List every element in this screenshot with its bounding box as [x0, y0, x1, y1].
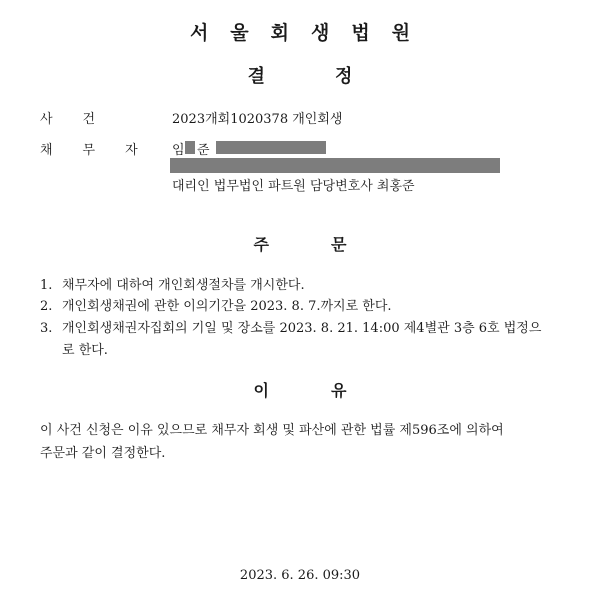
reason-text-line: 주문과 같이 결정한다.: [40, 446, 166, 461]
redaction-block: [216, 141, 326, 154]
order-section-title: 주문: [253, 235, 409, 254]
debtor-name-last: 준: [197, 143, 210, 158]
order-item-number: 3.: [40, 321, 53, 336]
order-item-number: 2.: [40, 299, 53, 314]
order-item: [40, 295, 392, 314]
order-item: [40, 274, 305, 293]
document-type-title: 결정: [247, 66, 423, 87]
reason-text-line: 이 사건 신청은 이유 있으므로 채무자 회생 및 파산에 관한 법률 제596조에 의하여: [40, 423, 504, 438]
court-name: 서울회생법원: [189, 22, 433, 44]
order-item-text: 개인회생채권자집회의 기일 및 장소를 2023. 8. 21. 14:00 제4별관 3층 6호 법정으: [62, 321, 542, 336]
order-item-number: 1.: [40, 278, 53, 293]
debtor-name-first: 임: [172, 143, 185, 158]
order-item-text: 개인회생채권에 관한 이의기간을 2023. 8. 7.까지로 한다.: [62, 299, 392, 314]
order-item-continuation: 로 한다.: [62, 343, 108, 358]
case-number: 2023개회1020378 개인회생: [172, 112, 343, 127]
reason-section-title: 이유: [253, 381, 409, 400]
representative-info: 대리인 법무법인 파트원 담당변호사 최홍준: [172, 179, 415, 194]
debtor-label: 채무자: [40, 143, 168, 158]
order-item-text: 채무자에 대하여 개인회생절차를 개시한다.: [62, 278, 305, 293]
redaction-block: [185, 141, 195, 154]
order-item: [40, 317, 541, 336]
redaction-block: [170, 158, 500, 173]
decision-date: 2023. 6. 26. 09:30: [239, 568, 361, 583]
case-label: 사건: [40, 112, 126, 127]
